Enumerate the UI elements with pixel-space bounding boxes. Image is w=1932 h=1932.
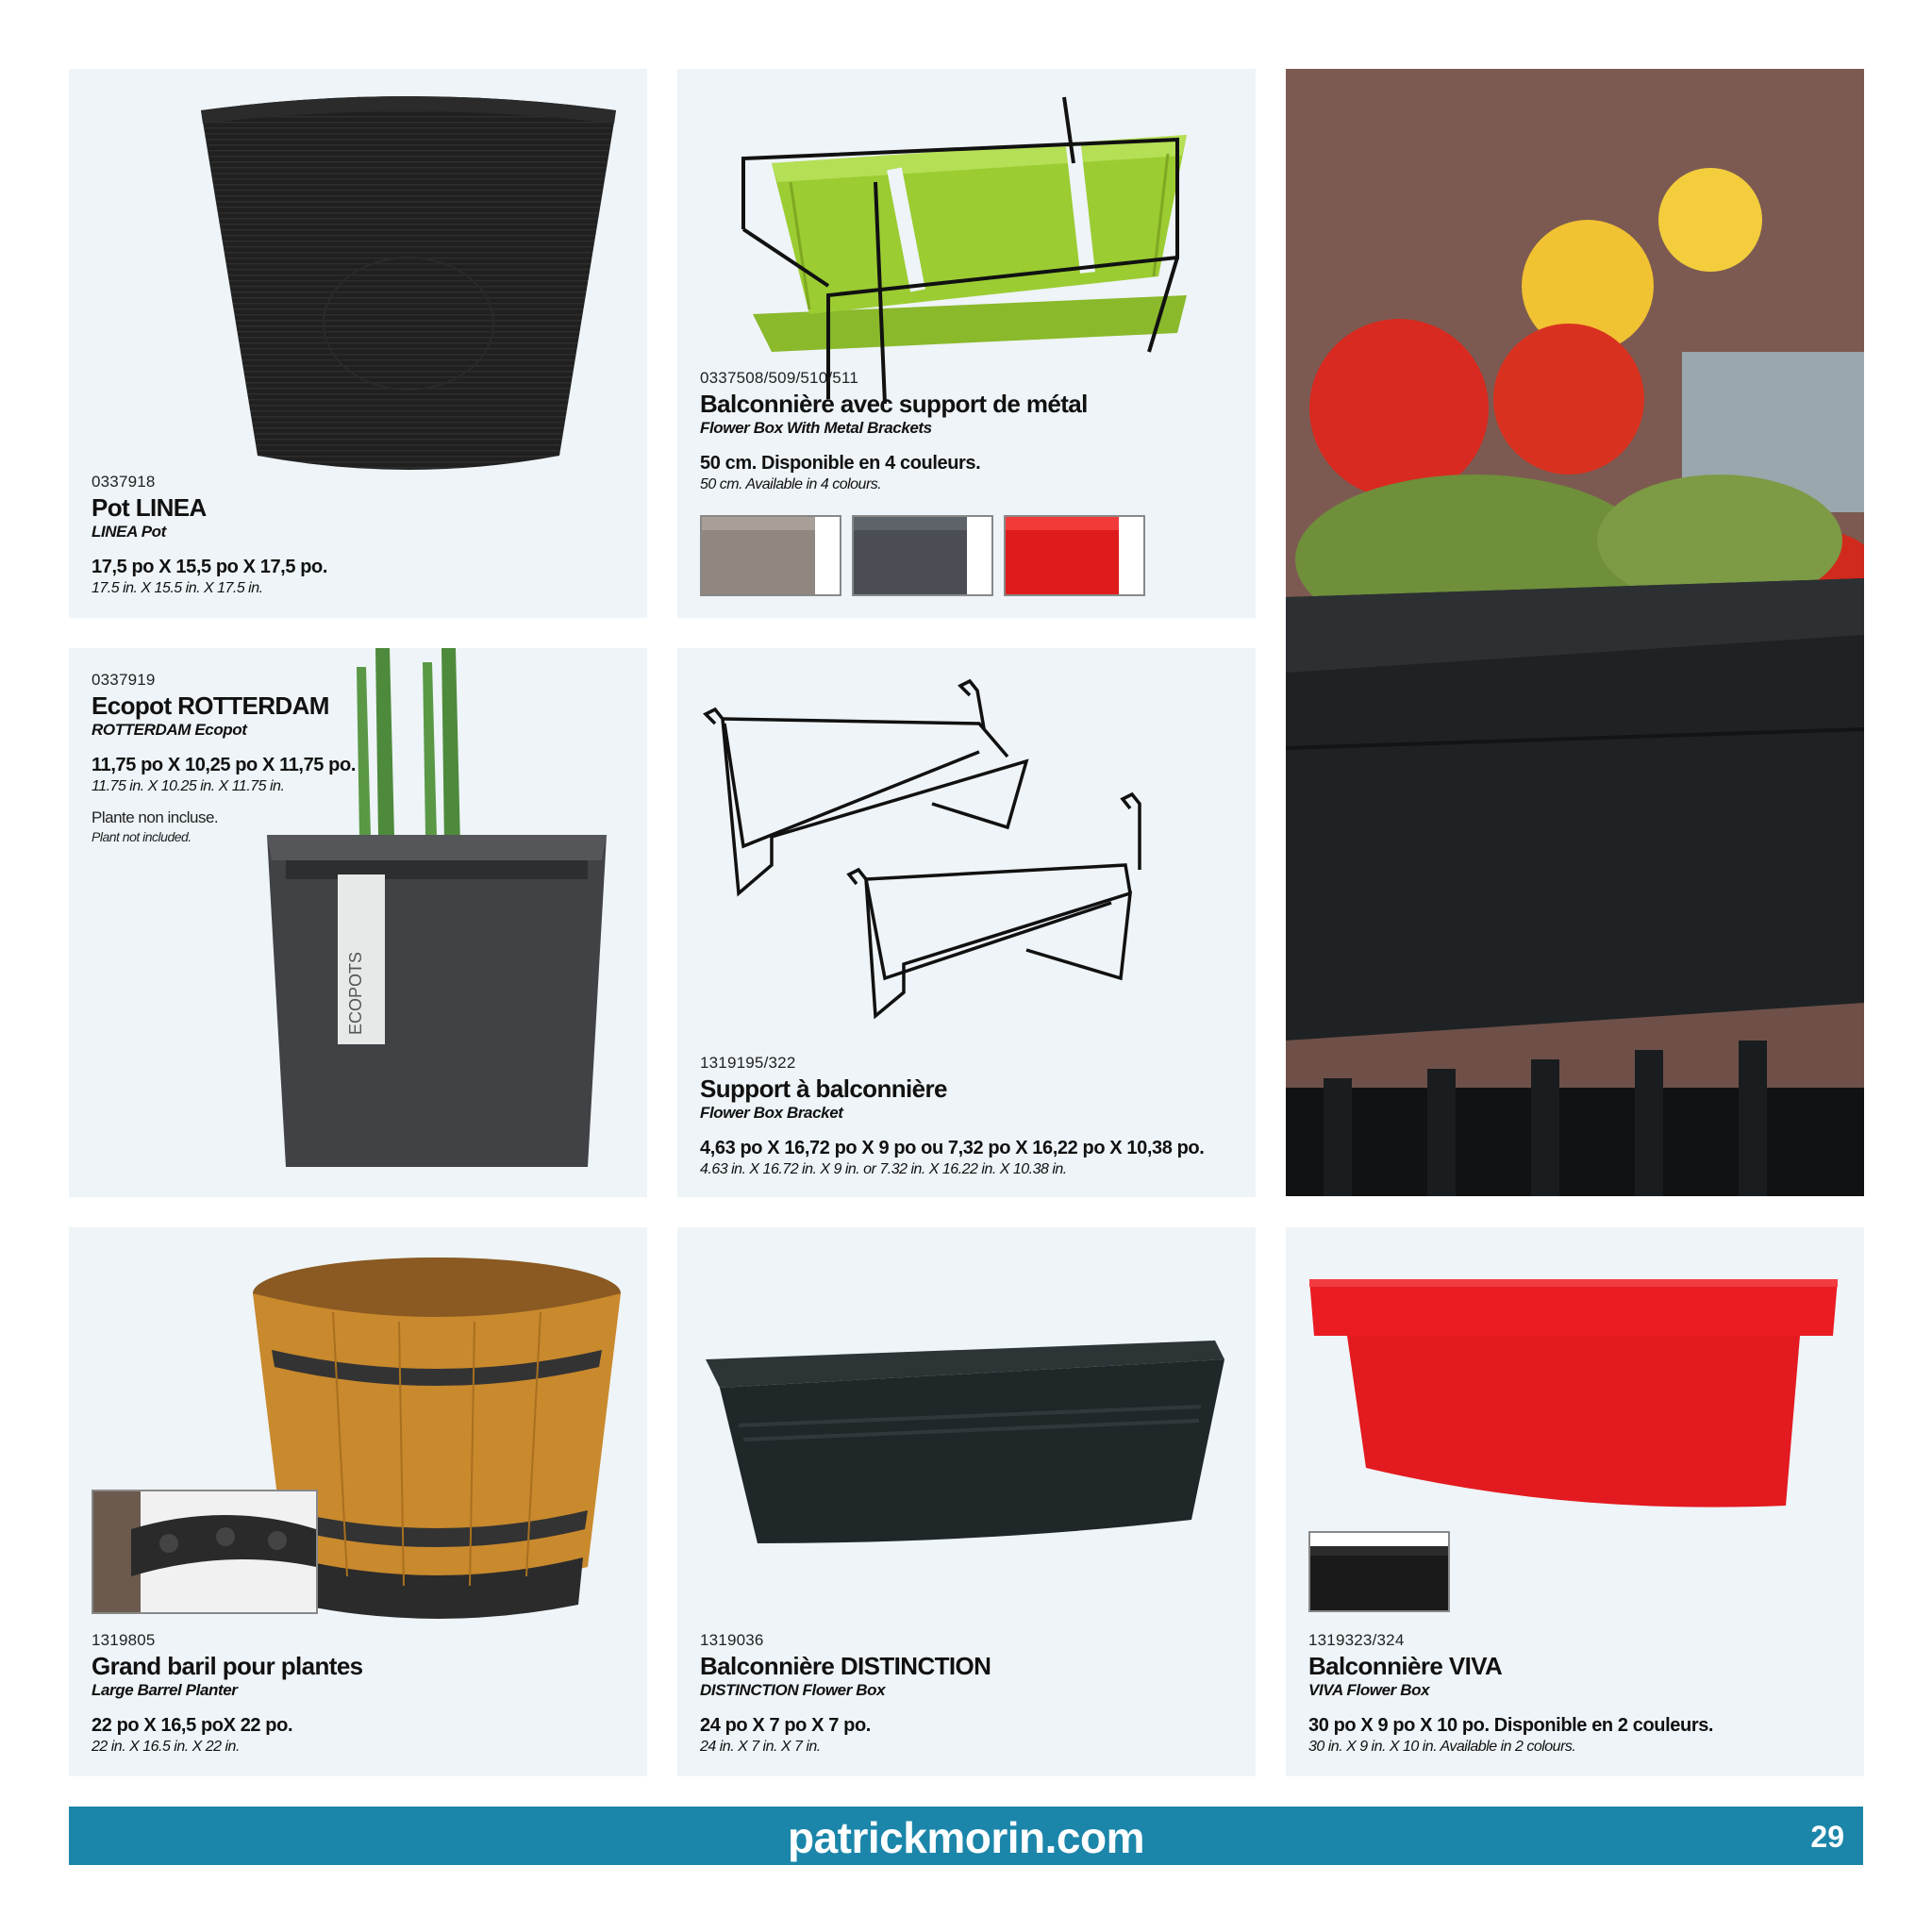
- product-dimensions-en: 17.5 in. X 15.5 in. X 17.5 in.: [92, 580, 263, 597]
- product-dimensions-en: 4.63 in. X 16.72 in. X 9 in. or 7.32 in. X 16.22 in. X 10.38 in.: [700, 1161, 1067, 1178]
- product-title: Ecopot ROTTERDAM: [92, 691, 329, 720]
- product-card-bracket[interactable]: [677, 648, 1256, 1197]
- product-sku: 1319805: [92, 1631, 156, 1649]
- product-card-barrel[interactable]: [69, 1227, 647, 1776]
- product-subtitle: ROTTERDAM Ecopot: [92, 721, 247, 740]
- begonia-flower-box-photo: [1286, 69, 1864, 1196]
- product-sku: 1319323/324: [1308, 1631, 1405, 1649]
- product-dimensions-en: 24 in. X 7 in. X 7 in.: [700, 1739, 821, 1756]
- color-swatch-red[interactable]: [1004, 515, 1145, 596]
- page-number: 29: [1810, 1820, 1844, 1854]
- product-subtitle: Flower Box Bracket: [700, 1104, 843, 1123]
- product-subtitle: DISTINCTION Flower Box: [700, 1681, 886, 1700]
- product-sku: 0337918: [92, 473, 156, 491]
- product-dimensions: 22 po X 16,5 poX 22 po.: [92, 1715, 293, 1737]
- product-dimensions: 11,75 po X 10,25 po X 11,75 po.: [92, 755, 356, 776]
- product-dimensions: 50 cm. Disponible en 4 couleurs.: [700, 453, 981, 475]
- product-dimensions-en: 50 cm. Available in 4 colours.: [700, 476, 882, 493]
- product-subtitle: VIVA Flower Box: [1308, 1681, 1430, 1700]
- color-swatch-black[interactable]: [1308, 1531, 1450, 1612]
- product-sku: 0337508/509/510/511: [700, 369, 858, 387]
- viva-flower-box-image: [1309, 1279, 1847, 1515]
- product-subtitle: LINEA Pot: [92, 523, 166, 541]
- product-card-viva[interactable]: [1286, 1227, 1864, 1776]
- product-card-flower-box-metal[interactable]: [677, 69, 1256, 618]
- product-title: Support à balconnière: [700, 1074, 947, 1103]
- product-title: Pot LINEA: [92, 493, 207, 522]
- color-swatch-taupe[interactable]: [700, 515, 841, 596]
- color-swatch-charcoal[interactable]: [852, 515, 993, 596]
- footer-bar: [69, 1807, 1863, 1865]
- product-subtitle: Flower Box With Metal Brackets: [700, 419, 932, 438]
- product-card-distinction[interactable]: [677, 1227, 1256, 1776]
- product-note-en: Plant not included.: [92, 829, 192, 845]
- lifestyle-photo-begonias: [1286, 69, 1864, 1196]
- product-dimensions: 30 po X 9 po X 10 po. Disponible en 2 couleurs.: [1308, 1715, 1714, 1737]
- product-sku: 0337919: [92, 671, 156, 689]
- linea-pot-image: [192, 88, 625, 484]
- product-dimensions: 24 po X 7 po X 7 po.: [700, 1715, 871, 1737]
- product-title: Balconnière avec support de métal: [700, 390, 1088, 418]
- product-dimensions-en: 11.75 in. X 10.25 in. X 11.75 in.: [92, 778, 285, 795]
- product-dimensions: 4,63 po X 16,72 po X 9 po ou 7,32 po X 16,22 po X 10,38 po.: [700, 1138, 1205, 1159]
- product-title: Balconnière VIVA: [1308, 1652, 1503, 1680]
- ecopots-logo: ECOPOTS: [346, 951, 365, 1035]
- product-subtitle: Large Barrel Planter: [92, 1681, 238, 1700]
- product-dimensions-en: 30 in. X 9 in. X 10 in. Available in 2 colours.: [1308, 1739, 1576, 1756]
- product-sku: 1319036: [700, 1631, 764, 1649]
- bracket-image: [696, 667, 1243, 1035]
- product-note: Plante non incluse.: [92, 808, 219, 827]
- website-link[interactable]: patrickmorin.com: [788, 1813, 1144, 1862]
- distinction-flower-box-image: [701, 1331, 1229, 1567]
- product-card-linea[interactable]: [69, 69, 647, 618]
- product-dimensions: 17,5 po X 15,5 po X 17,5 po.: [92, 557, 328, 578]
- rotterdam-pot-image: [267, 648, 625, 1197]
- product-title: Grand baril pour plantes: [92, 1652, 363, 1680]
- product-card-rotterdam[interactable]: [69, 648, 647, 1197]
- product-title: Balconnière DISTINCTION: [700, 1652, 991, 1680]
- product-dimensions-en: 22 in. X 16.5 in. X 22 in.: [92, 1739, 240, 1756]
- barrel-base-inset: [92, 1490, 318, 1614]
- product-sku: 1319195/322: [700, 1054, 796, 1072]
